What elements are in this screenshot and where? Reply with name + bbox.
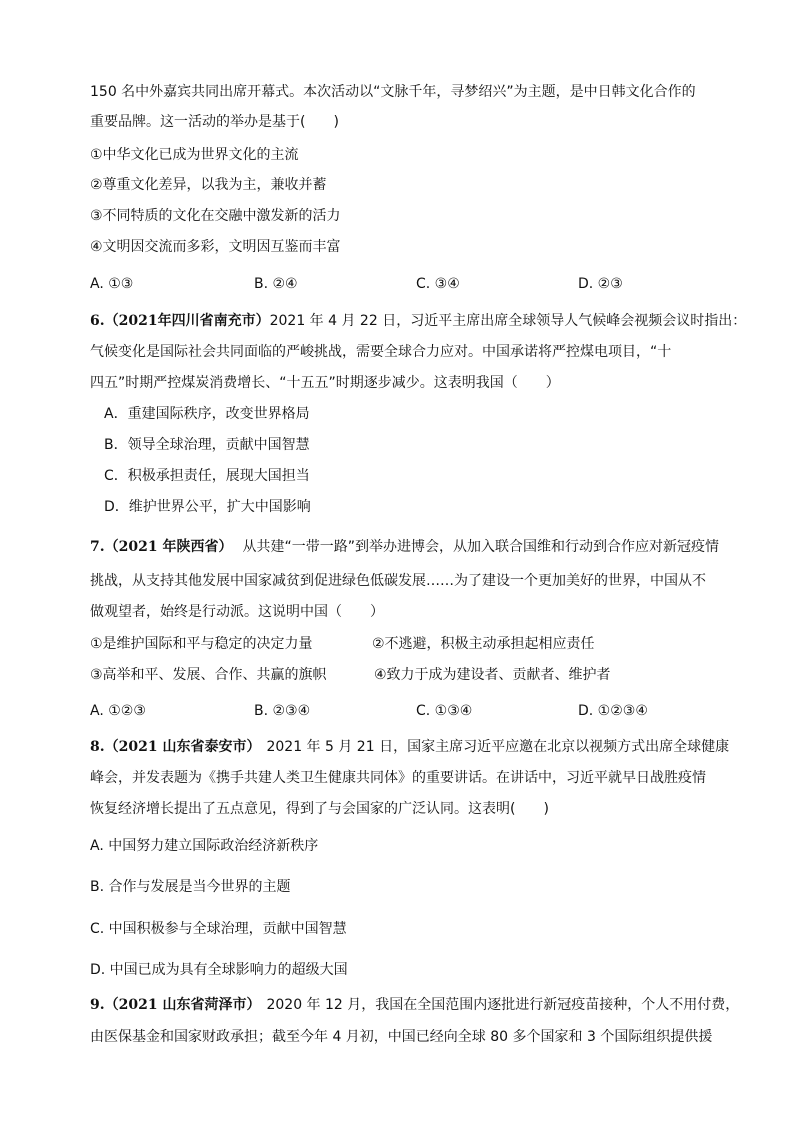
q6-line-1: 2021 年 4 月 22 日，习近平主席出席全球领导人气候峰会视频会议时指出： (269, 313, 747, 329)
q6-line-3: 四五”时期严控煤炭消费增长、“十五五”时期逐步减少。这表明我国（ ） (90, 375, 560, 391)
q8-source: 8.（2021 山东省泰安市） (90, 739, 261, 755)
q5-line-1: 150 名中外嘉宾共同出席开幕式。本次活动以“文脉千年，寻梦绍兴”为主题，是中日韩文化合作的 (90, 84, 696, 100)
q8-line-1: 2021 年 5 月 21 日，国家主席习近平应邀在北京以视频方式出席全球健康 (266, 739, 730, 755)
q5-option-d: D. ②③ (578, 276, 623, 292)
q9-line-2: 由医保基金和国家财政承担；截至今年 4 月初，中国已经向全球 80 多个国家和 3 个国际组织提供援 (90, 1029, 713, 1045)
q5-option-b: B. ②④ (254, 276, 298, 292)
q6-source: 6.（2021年四川省南充市） (90, 313, 270, 329)
q7-line-1: 从共建“一带一路”到举办进博会，从加入联合国维和行动到合作应对新冠疫情 (242, 539, 719, 555)
q7-line-3: 做观望者，始终是行动派。这说明中国（ ） (90, 604, 384, 620)
q9-source: 9.（2021 山东省菏泽市） (90, 997, 261, 1013)
q6-first-line (90, 311, 746, 331)
q8-option-a: A. 中国努力建立国际政治经济新秩序 (90, 838, 319, 854)
q5-statement-1: ①中华文化已成为世界文化的主流 (90, 147, 299, 163)
q9-first-line (90, 995, 739, 1015)
q6-option-c: C．积极承担责任，展现大国担当 (104, 468, 310, 484)
q6-option-b: B．领导全球治理，贡献中国智慧 (104, 437, 310, 453)
q6-line-2: 气候变化是国际社会共同面临的严峻挑战，需要全球合力应对。中国承诺将严控煤电项目，“十 (90, 344, 672, 360)
q8-option-b: B. 合作与发展是当今世界的主题 (90, 879, 291, 895)
q5-statement-3: ③不同特质的文化在交融中激发新的活力 (90, 208, 341, 224)
q6-option-a: A．重建国际秩序，改变世界格局 (104, 406, 310, 422)
q7-first-line (90, 537, 719, 557)
q7-statement-4: ④致力于成为建设者、贡献者、维护者 (374, 667, 611, 683)
q7-source: 7.（2021 年陕西省） (90, 539, 233, 555)
q9-line-1: 2020 年 12 月，我国在全国范围内逐批进行新冠疫苗接种，个人不用付费， (266, 997, 740, 1013)
q8-first-line (90, 737, 729, 757)
q8-line-2: 峰会，并发表题为《携手共建人类卫生健康共同体》的重要讲话。在讲话中，习近平就早日战胜疫情 (90, 770, 706, 786)
q8-option-d: D. 中国已成为具有全球影响力的超级大国 (90, 962, 348, 978)
q5-option-c: C. ③④ (416, 276, 460, 292)
q7-option-b: B. ②③④ (254, 703, 311, 719)
q7-line-2: 挑战，从支持其他发展中国家减贫到促进绿色低碳发展……为了建设一个更加美好的世界，中国从不 (90, 573, 706, 589)
q6-option-d: D．维护世界公平，扩大中国影响 (104, 499, 311, 515)
q7-statement-3: ③高举和平、发展、合作、共赢的旗帜 (90, 667, 327, 683)
q7-option-d: D. ①②③④ (578, 703, 648, 719)
q7-option-c: C. ①③④ (416, 703, 473, 719)
q8-line-3: 恢复经济增长提出了五点意见，得到了与会国家的广泛认同。这表明( ) (90, 801, 549, 817)
q7-option-a: A. ①②③ (90, 703, 146, 719)
q7-statement-2: ②不逃避，积极主动承担起相应责任 (372, 636, 595, 652)
q5-statement-4: ④文明因交流而多彩，文明因互鉴而丰富 (90, 239, 341, 255)
q5-statement-2: ②尊重文化差异，以我为主，兼收并蓄 (90, 177, 327, 193)
q5-option-a: A. ①③ (90, 276, 134, 292)
q5-line-2: 重要品牌。这一活动的举办是基于( ) (90, 114, 339, 130)
q8-option-c: C. 中国积极参与全球治理，贡献中国智慧 (90, 921, 347, 937)
q7-statement-1: ①是维护国际和平与稳定的决定力量 (90, 636, 313, 652)
